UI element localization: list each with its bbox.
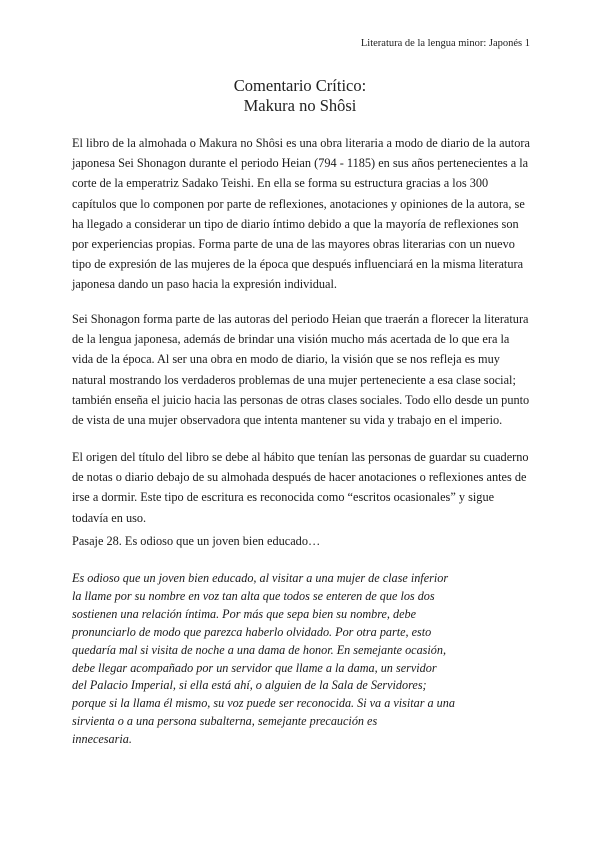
quote-line: pronunciarlo de modo que parezca haberlo olvidado. Por otra parte, esto <box>72 624 432 639</box>
quote-line: del Palacio Imperial, si ella está ahí, o alguien de la Sala de Servidores; <box>72 678 427 693</box>
quote-line: Es odioso que un joven bien educado, al visitar a una mujer de clase inferior <box>72 571 449 585</box>
paragraph-author: Sei Shonagon forma parte de las autoras del periodo Heian que traerán a florecer la literatura de la lengua japonesa, además de brindar una visión mucho más acertada de lo que era la vida de la época. Al ser una obra en modo de diario, la visión que se nos refleja es muy natural mostrando los verdaderos problemas de una mujer perteneciente a esa clase social; también enseña el juicio hacia las personas de otras clases sociales. Todo ello desde un punto de vista de una mujer observadora que intenta mantener su vida y trabajo en el imperio. <box>72 312 530 428</box>
document-title <box>0 76 600 116</box>
passage-heading: Pasaje 28. Es odioso que un joven bien educado… <box>72 534 321 548</box>
paragraph-title-origin: El origen del título del libro se debe al hábito que tenían las personas de guardar su cuaderno de notas o diario debajo de su almohada después de hacer anotaciones o reflexiones antes de irse a dormir. Este tipo de escritura es reconocida como “escritos ocasionales” y sigue todavía en uso. <box>72 450 529 525</box>
quote-line: sirvienta o a una persona subalterna, semejante precaución es <box>72 714 378 729</box>
title-line-2: Makura no Shôsi <box>243 96 357 115</box>
quote-line: quedaría mal si visita de noche a una dama de honor. En semejante ocasión, <box>72 642 447 657</box>
quote-line: sostienen una relación íntima. Por más que sepa bien su nombre, debe <box>72 606 417 621</box>
quote-line: debe llegar acompañado por un servidor que llame a la dama, un servidor <box>72 660 437 675</box>
title-line-1: Comentario Crítico: <box>233 76 367 95</box>
running-header: Literatura de la lengua minor: Japonés 1 <box>360 38 530 49</box>
quote-line: innecesaria. <box>72 732 132 747</box>
passage-quote <box>72 570 532 749</box>
paragraph-intro: El libro de la almohada o Makura no Shôsi es una obra literaria a modo de diario de la autora japonesa Sei Shonagon durante el periodo Heian (794 - 1185) en sus años pertenecientes a la corte de la emperatriz Sadako Teishi. En ella se forma su estructura gracias a los 300 capítulos que lo componen por parte de reflexiones, anotaciones y opiniones de la autora, se ha llegado a considerar un tipo de diario íntimo debido a que la mayoría de reflexiones son por experiencias propias. Forma parte de una de las mayores obras literarias con un nuevo tipo de expresión de las mujeres de la época que después influenciará en la misma literatura japonesa dando un paso hacia la expresión individual. <box>72 136 530 292</box>
quote-line: porque si la llama él mismo, su voz puede ser reconocida. Si va a visitar a una <box>72 696 455 711</box>
quote-line: la llame por su nombre en voz tan alta que todos se enteren de que los dos <box>72 588 435 603</box>
